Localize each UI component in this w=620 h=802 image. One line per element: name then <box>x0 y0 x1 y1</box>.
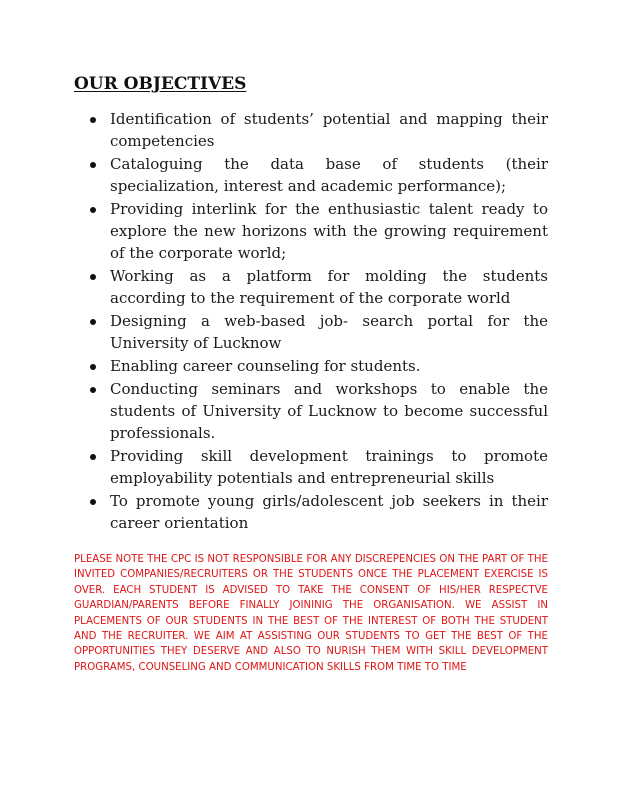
objectives-list <box>88 108 548 535</box>
bullet-icon <box>90 499 96 505</box>
objective-item <box>88 108 548 152</box>
objective-item <box>88 310 548 354</box>
bullet-icon <box>90 117 96 123</box>
objective-item <box>88 355 548 377</box>
objective-text: Enabling career counseling for students. <box>110 357 421 375</box>
objective-item <box>88 490 548 534</box>
objective-text: Designing a web-based job- search portal for the University of Lucknow <box>110 312 548 352</box>
objective-text: Providing skill development trainings to promote employability potentials and entrepreneurial skills <box>110 447 548 487</box>
bullet-icon <box>90 274 96 280</box>
page-heading: OUR OBJECTIVES <box>74 74 247 94</box>
bullet-icon <box>90 207 96 213</box>
objective-text: Conducting seminars and workshops to enable the students of University of Lucknow to become successful professionals. <box>110 380 548 442</box>
objective-text: To promote young girls/adolescent job seekers in their career orientation <box>110 492 548 532</box>
bullet-icon <box>90 454 96 460</box>
objective-item <box>88 153 548 197</box>
bullet-icon <box>90 387 96 393</box>
objective-text: Providing interlink for the enthusiastic talent ready to explore the new horizons with the growing requirement of the corporate world; <box>110 200 548 262</box>
bullet-icon <box>90 319 96 325</box>
bullet-icon <box>90 364 96 370</box>
objective-text: Cataloguing the data base of students (their specialization, interest and academic performance); <box>110 155 548 195</box>
objective-item <box>88 445 548 489</box>
bullet-icon <box>90 162 96 168</box>
objective-text: Identification of students’ potential and mapping their competencies <box>110 110 548 150</box>
disclaimer-notice: PLEASE NOTE THE CPC IS NOT RESPONSIBLE FOR ANY DISCREPENCIES ON THE PART OF THE INVITED COMPANIES/RECRUITERS OR THE STUDENTS ONCE THE PLACEMENT EXERCISE IS OVER. EACH STUDENT IS ADVISED TO TAKE THE CONSENT OF HIS/HER RESPECTVE GUARDIAN/PARENTS BEFORE FINALLY JOININIG THE ORGANISATION. WE ASSIST IN PLACEMENTS OF OUR STUDENTS IN THE BEST OF THE INTEREST OF BOTH THE STUDENT AND THE RECRUITER. WE AIM AT ASSISTING OUR STUDENTS TO GET THE BEST OF THE OPPORTUNITIES THEY DESERVE AND ALSO TO NURISH THEM WITH SKILL DEVELOPMENT PROGRAMS, COUNSELING AND COMMUNICATION SKILLS FROM TIME TO TIME <box>74 554 548 673</box>
objective-item <box>88 378 548 444</box>
objective-item <box>88 265 548 309</box>
objective-item <box>88 198 548 264</box>
objective-text: Working as a platform for molding the students according to the requirement of the corporate world <box>110 267 548 307</box>
